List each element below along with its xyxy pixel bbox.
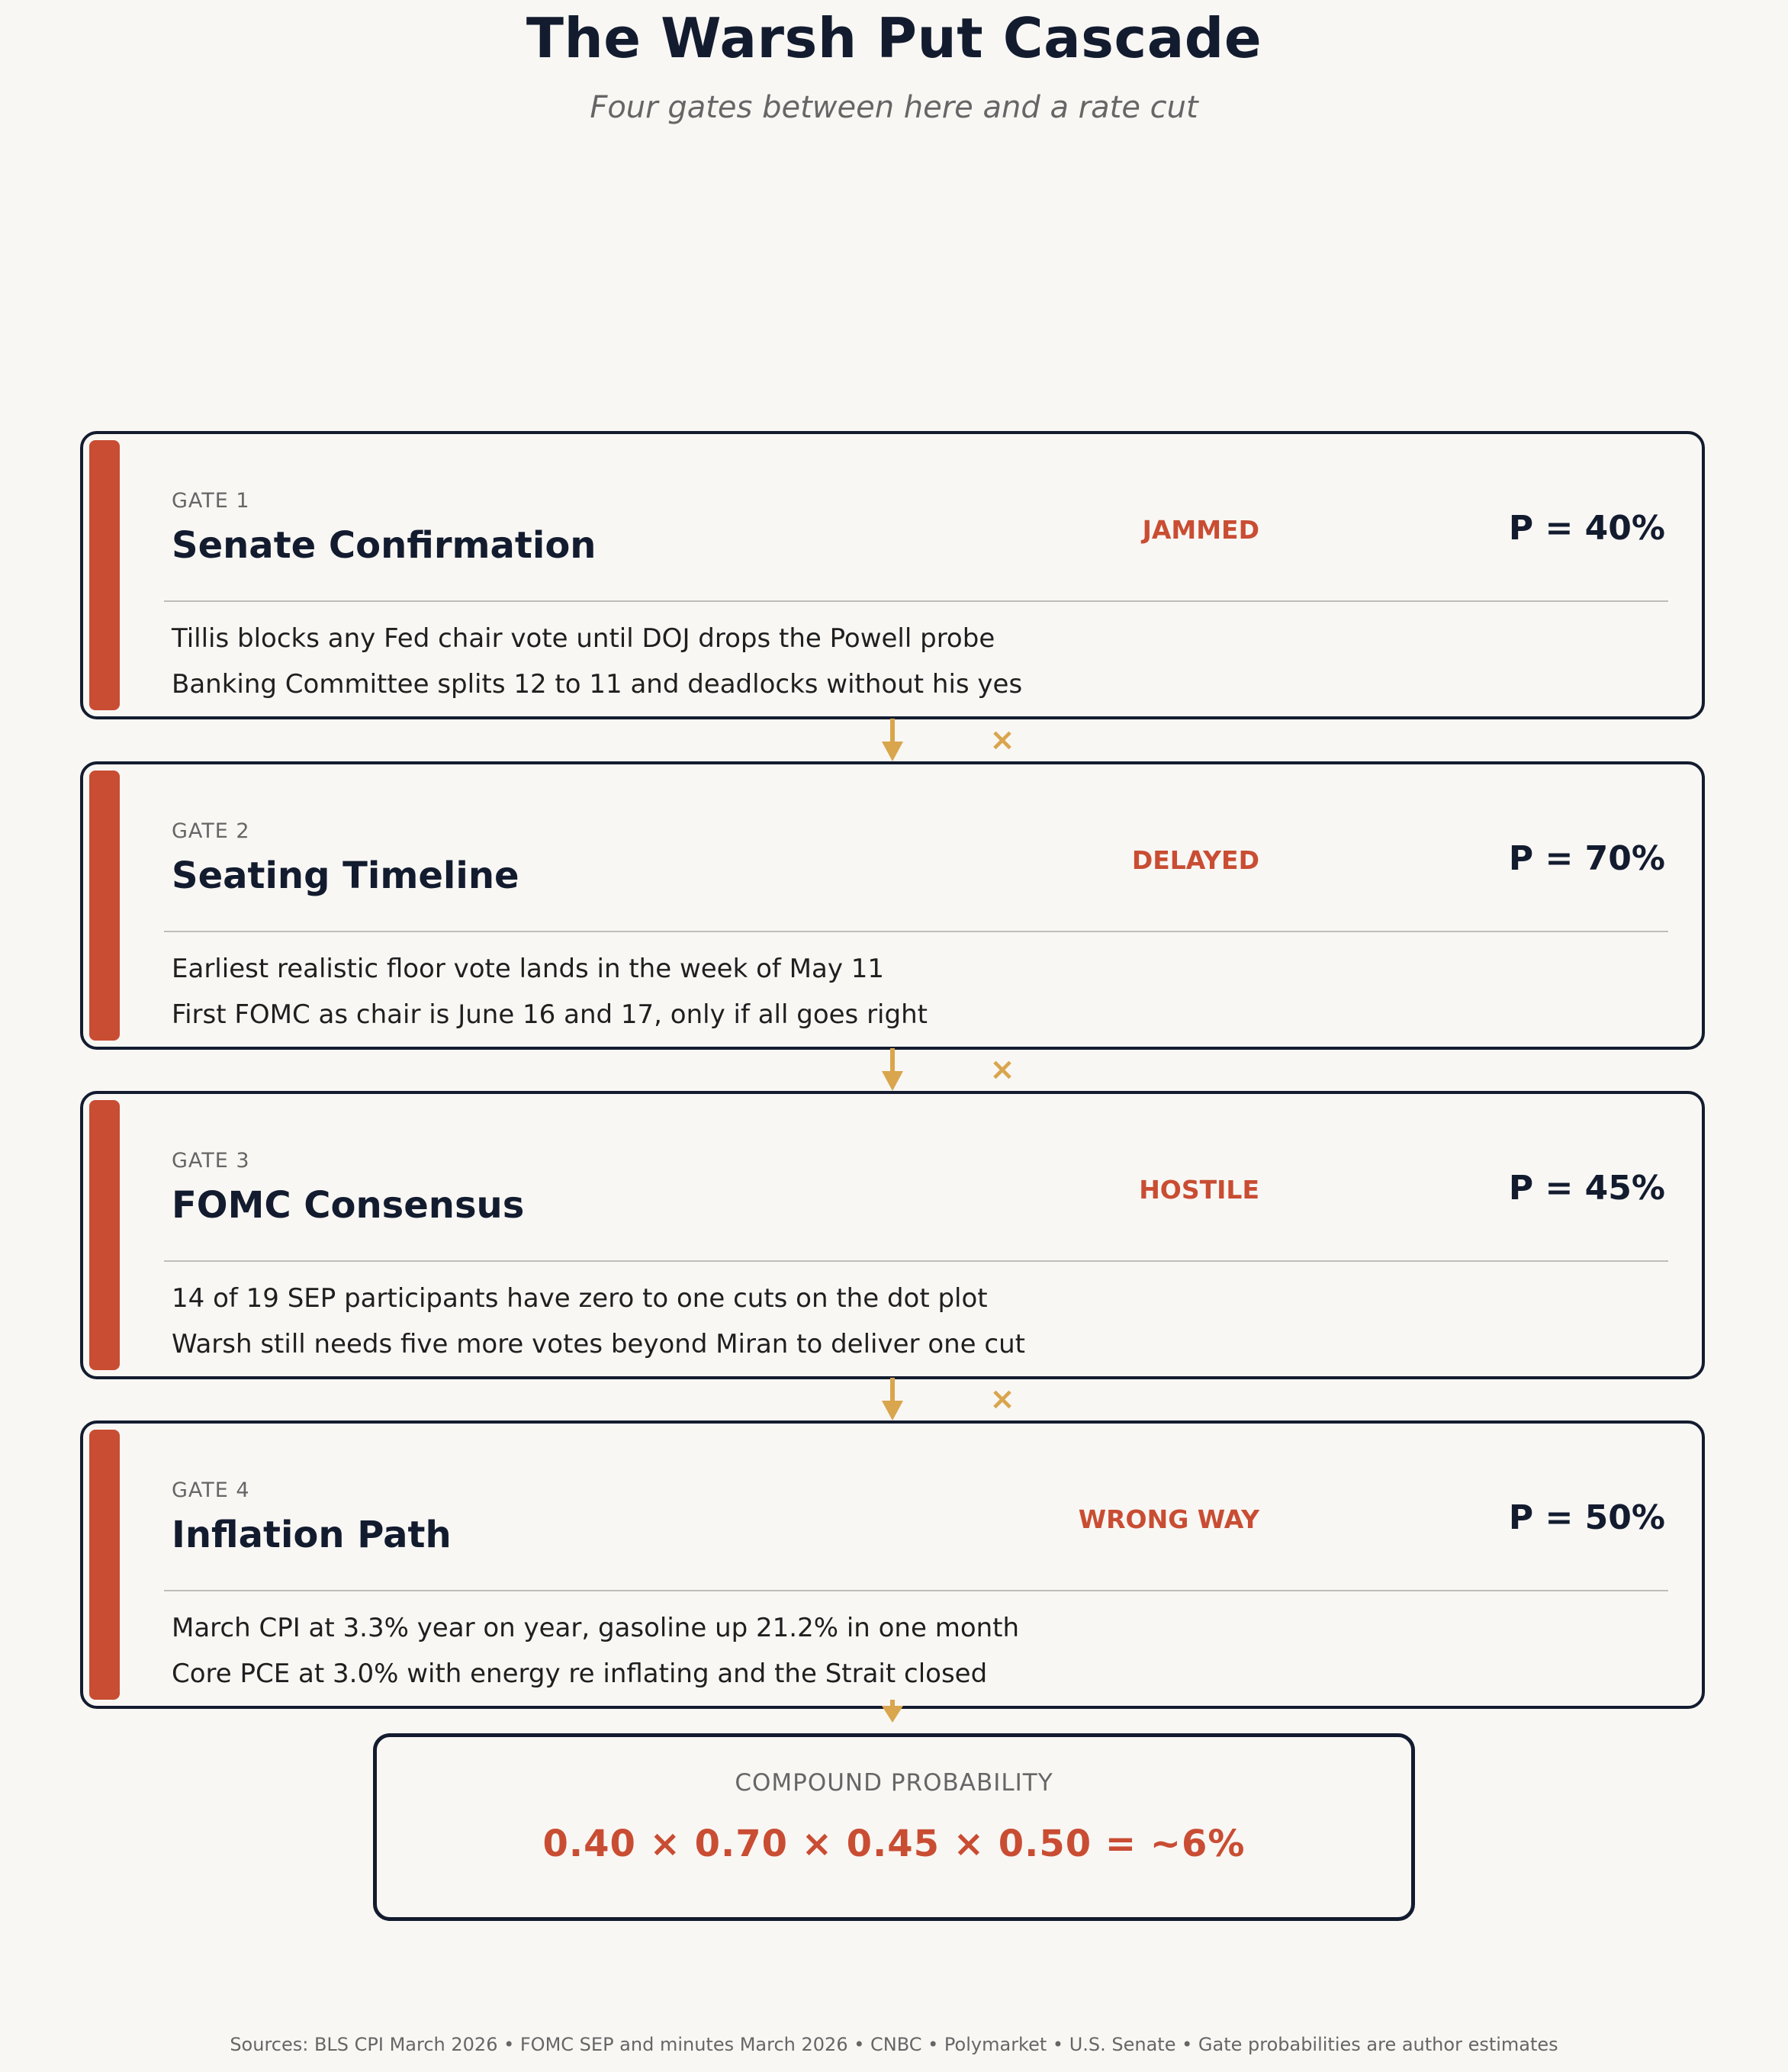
gate-accent-bar [89, 1100, 120, 1370]
down-arrow-icon [877, 1048, 908, 1092]
gate-accent-bar [89, 771, 120, 1041]
gate-divider [164, 600, 1668, 602]
gate-detail-line: March CPI at 3.3% year on year, gasoline up 21.2% in one month [172, 1613, 1020, 1643]
gate-card-1 [80, 431, 1705, 719]
compound-label: COMPOUND PROBABILITY [735, 1769, 1053, 1797]
multiply-icon: × [989, 1052, 1015, 1087]
gate-detail-line: First FOMC as chair is June 16 and 17, only if all goes right [172, 999, 928, 1030]
gate-accent-bar [89, 440, 120, 710]
gate-card-2 [80, 761, 1705, 1050]
gate-status: WRONG WAY [1078, 1504, 1259, 1534]
gate-card-4 [80, 1420, 1705, 1709]
gate-accent-bar [89, 1430, 120, 1700]
sources-footer: Sources: BLS CPI March 2026 • FOMC SEP and minutes March 2026 • CNBC • Polymarket • U.S. Senate • Gate probabilities are author estimates [230, 2034, 1558, 2055]
down-arrow-icon [877, 1378, 908, 1422]
gate-detail-line: Core PCE at 3.0% with energy re inflating and the Strait closed [172, 1659, 988, 1689]
gate-status: DELAYED [1131, 845, 1259, 875]
page-title: The Warsh Put Cascade [526, 6, 1262, 70]
gate-status: HOSTILE [1139, 1175, 1259, 1205]
gate-detail-line: Earliest realistic floor vote lands in the week of May 11 [172, 954, 885, 984]
gate-probability: P = 70% [1508, 839, 1665, 878]
gate-probability: P = 45% [1508, 1169, 1665, 1208]
multiply-icon: × [989, 722, 1015, 758]
gate-card-3 [80, 1091, 1705, 1379]
compound-formula: 0.40 × 0.70 × 0.45 × 0.50 = ~6% [542, 1823, 1246, 1865]
gate-divider [164, 1260, 1668, 1262]
page-subtitle: Four gates between here and a rate cut [590, 90, 1198, 125]
gate-label: GATE 2 [172, 819, 250, 843]
down-arrow-icon [877, 1700, 908, 1724]
gate-name: Seating Timeline [172, 854, 519, 897]
down-arrow-icon [877, 719, 908, 763]
gate-detail-line: Banking Committee splits 12 to 11 and deadlocks without his yes [172, 669, 1023, 700]
gate-label: GATE 4 [172, 1478, 250, 1502]
gate-label: GATE 1 [172, 489, 250, 513]
gate-status: JAMMED [1142, 515, 1259, 545]
gate-detail-line: Tillis blocks any Fed chair vote until DOJ drops the Powell probe [172, 623, 995, 654]
gate-probability: P = 40% [1508, 509, 1665, 548]
gate-label: GATE 3 [172, 1149, 250, 1173]
gate-name: Senate Confirmation [172, 524, 597, 567]
gate-divider [164, 1590, 1668, 1591]
gate-detail-line: Warsh still needs five more votes beyond Miran to deliver one cut [172, 1329, 1025, 1359]
multiply-icon: × [989, 1382, 1015, 1417]
gate-probability: P = 50% [1508, 1498, 1665, 1537]
gate-detail-line: 14 of 19 SEP participants have zero to one cuts on the dot plot [172, 1283, 988, 1314]
gate-divider [164, 931, 1668, 932]
gate-name: Inflation Path [172, 1514, 452, 1556]
compound-probability-box [373, 1733, 1415, 1921]
gate-name: FOMC Consensus [172, 1184, 525, 1227]
